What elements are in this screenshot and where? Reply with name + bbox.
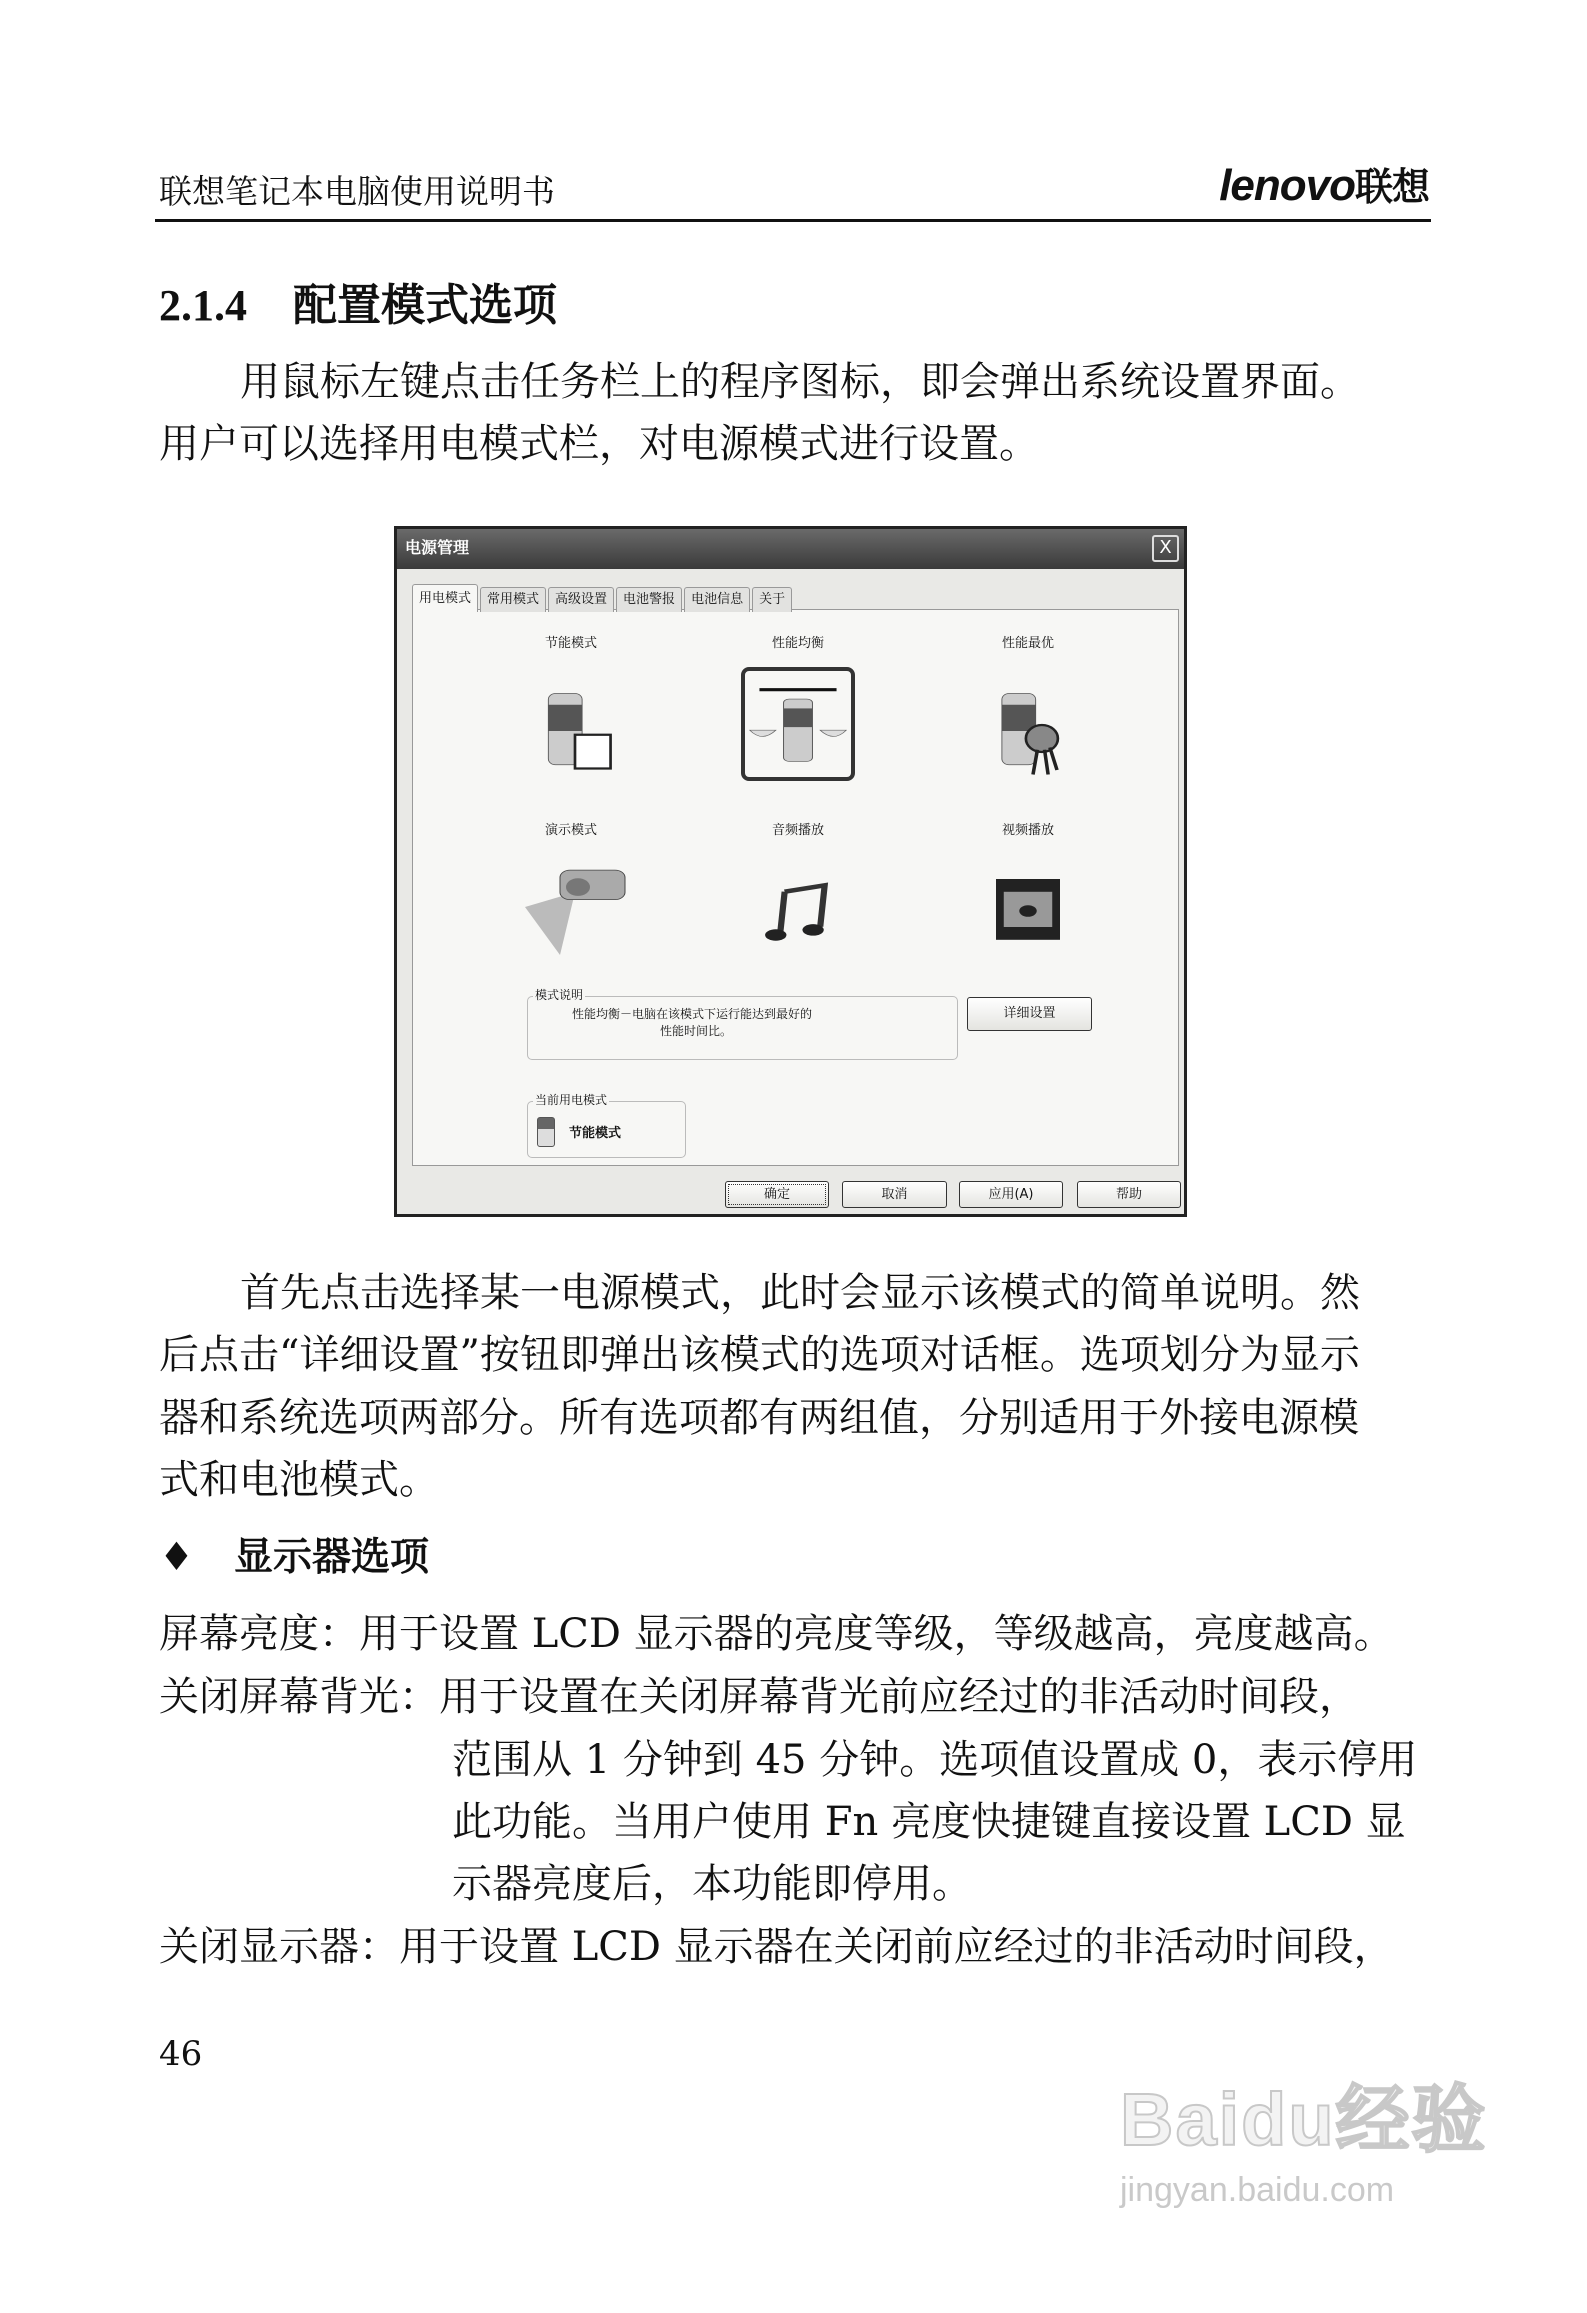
mode-label[interactable]: 演示模式	[544, 823, 598, 838]
group-label: 模式说明	[535, 988, 584, 1002]
lenovo-logo: lenovo联想	[1219, 161, 1429, 210]
tab-bar	[412, 584, 794, 612]
watermark-url: jingyan.baidu.com	[1120, 2171, 1395, 2209]
description-line: 性能时间比。	[660, 1024, 733, 1038]
detail-settings-button[interactable]: 详细设置	[967, 997, 1092, 1031]
close-button[interactable]: X	[1152, 535, 1179, 562]
help-button[interactable]: 帮助	[1077, 1181, 1181, 1208]
tab-battery-alarm[interactable]: 电池警报	[616, 587, 682, 612]
watermark-brand: Baidu经验	[1120, 2078, 1488, 2161]
video-film-icon[interactable]	[996, 879, 1060, 943]
option-item-continued: 范围从 1 分钟到 45 分钟。选项值设置成 0，表示停用	[452, 1737, 1418, 1783]
paragraph-line: 式和电池模式。	[159, 1457, 439, 1503]
tab-advanced[interactable]: 高级设置	[548, 587, 614, 612]
ok-button[interactable]: 确定	[725, 1181, 829, 1208]
option-item: 关闭显示器：用于设置 LCD 显示器在关闭前应经过的非活动时间段，	[159, 1924, 1394, 1970]
tab-about[interactable]: 关于	[752, 587, 792, 612]
running-header: 联想笔记本电脑使用说明书	[159, 172, 555, 211]
paragraph-line: 首先点击选择某一电源模式，此时会显示该模式的简单说明。然	[240, 1270, 1360, 1316]
balance-scale-icon	[745, 671, 851, 777]
battery-icon	[537, 1117, 555, 1147]
dialog-title: 电源管理	[405, 538, 470, 557]
current-mode-value: 节能模式	[569, 1126, 622, 1141]
dialog-title-bar	[397, 529, 1184, 569]
baidu-watermark	[1120, 2075, 1488, 2211]
paragraph-line: 后点击“详细设置”按钮即弹出该模式的选项对话框。选项划分为显示	[159, 1332, 1360, 1378]
mode-label[interactable]: 音频播放	[771, 823, 825, 838]
group-label: 当前用电模式	[535, 1093, 608, 1107]
paragraph-line: 用户可以选择用电模式栏，对电源模式进行设置。	[159, 421, 1039, 467]
mode-label[interactable]: 视频播放	[1001, 823, 1055, 838]
tab-battery-info[interactable]: 电池信息	[684, 587, 750, 612]
section-heading: 2.1.4 配置模式选项	[159, 280, 557, 331]
mode-label[interactable]: 节能模式	[544, 636, 598, 651]
music-note-icon[interactable]	[758, 879, 838, 949]
option-item-continued: 示器亮度后，本功能即停用。	[452, 1861, 972, 1907]
option-item: 屏幕亮度：用于设置 LCD 显示器的亮度等级，等级越高，亮度越高。	[159, 1611, 1394, 1657]
power-management-dialog	[394, 526, 1187, 1217]
mode-description-group	[527, 996, 958, 1060]
page-number: 46	[159, 2034, 203, 2074]
bullet-heading: ♦ 显示器选项	[159, 1535, 429, 1580]
projector-icon[interactable]	[520, 859, 630, 955]
option-item: 关闭屏幕背光：用于设置在关闭屏幕背光前应经过的非活动时间段，	[159, 1674, 1359, 1720]
apply-button[interactable]: 应用(A)	[959, 1181, 1063, 1208]
mode-label[interactable]: 性能均衡	[771, 636, 825, 651]
battery-abacus-icon[interactable]	[535, 686, 615, 776]
selected-mode-frame[interactable]	[741, 667, 855, 781]
mode-label[interactable]: 性能最优	[1001, 636, 1055, 651]
description-line: 性能均衡－电脑在该模式下运行能达到最好的	[572, 1007, 813, 1021]
cancel-button[interactable]: 取消	[842, 1181, 947, 1208]
paragraph-line: 器和系统选项两部分。所有选项都有两组值，分别适用于外接电源模	[159, 1395, 1359, 1441]
option-item-continued: 此功能。当用户使用 Fn 亮度快捷键直接设置 LCD 显	[452, 1799, 1406, 1845]
paragraph-line: 用鼠标左键点击任务栏上的程序图标，即会弹出系统设置界面。	[240, 359, 1360, 405]
header-rule	[155, 219, 1431, 222]
tab-power-mode[interactable]: 用电模式	[412, 584, 478, 612]
battery-award-icon[interactable]	[993, 686, 1073, 776]
tab-common-mode[interactable]: 常用模式	[480, 587, 546, 612]
